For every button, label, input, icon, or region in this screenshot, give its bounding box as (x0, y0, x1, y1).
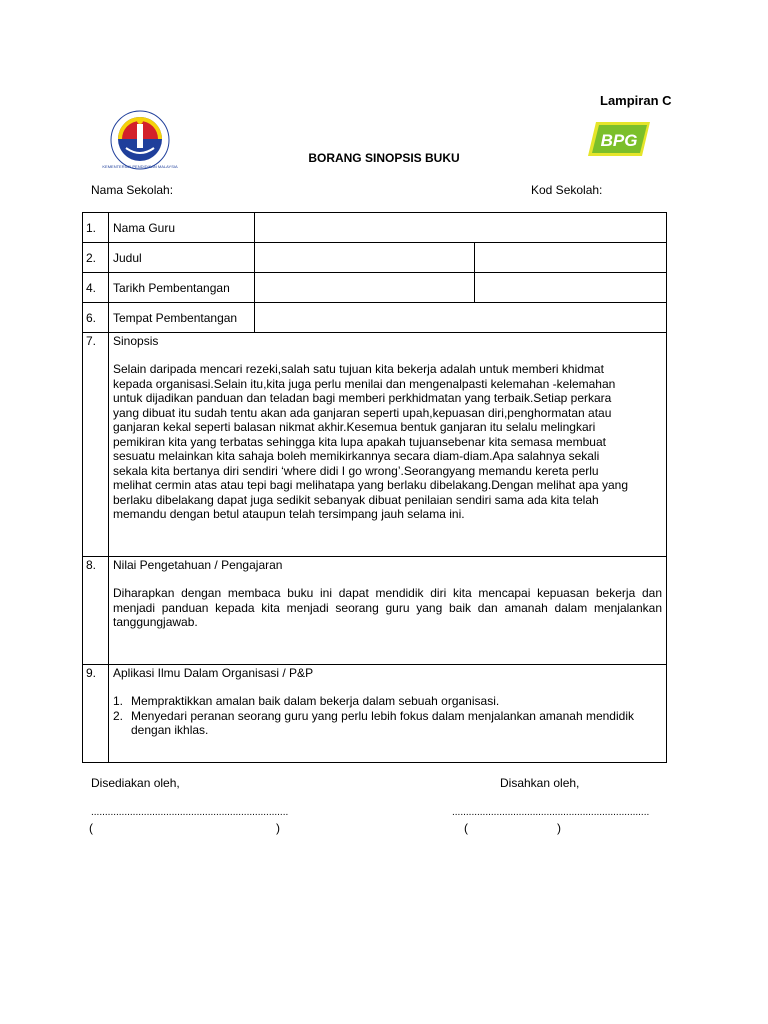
aplikasi-label: Aplikasi Ilmu Dalam Organisasi / P&P (113, 666, 314, 680)
prepared-signature-line[interactable]: ....................................................................... (91, 807, 289, 818)
nama-guru-field[interactable] (255, 213, 667, 243)
form-row-judul (83, 243, 667, 273)
ministry-logo-text: KEMENTERIAN PENDIDIKAN MALAYSIA (102, 164, 178, 169)
sinopsis-line: memandu dengan betul ataupun telah tersimpang jauh selama ini. (113, 507, 465, 521)
list-item-text: Menyedari peranan seorang guru yang perlu lebih fokus dalam menjalankan amanah mendidik dengan ikhlas. (131, 708, 634, 737)
form-row-aplikasi (83, 665, 667, 763)
prepared-by-label: Disediakan oleh, (91, 776, 180, 790)
school-code-label: Kod Sekolah: (531, 183, 603, 197)
form-row-nama-guru (83, 213, 667, 243)
verified-name-close-paren: ) (557, 821, 561, 835)
judul-extra-field[interactable] (475, 243, 667, 273)
school-name-label: Nama Sekolah: (91, 183, 174, 197)
judul-field[interactable] (255, 243, 475, 273)
sinopsis-label: Sinopsis (113, 334, 159, 348)
list-item-number: 1. (113, 694, 124, 708)
nilai-text: Diharapkan dengan membaca buku ini dapat mendidik diri kita mencapai kepuasan bekerja dan menjadi panduan kepada kita menjadi seorang guru yang baik dan amanah dalam menjalankan tanggungjawab. (113, 586, 662, 629)
form-row-nilai (83, 557, 667, 665)
row-number: 9. (83, 665, 109, 763)
row-label: Judul (109, 243, 255, 273)
row-number: 7. (83, 333, 109, 557)
sinopsis-cell (109, 333, 667, 557)
sinopsis-line: berlaku dibelakang dapat juga sedikit sebanyak dibuat penilaian sendiri sama ada kita telah (113, 492, 599, 507)
row-label: Nama Guru (109, 213, 255, 243)
prepared-name-close-paren: ) (276, 821, 280, 835)
row-label: Tarikh Pembentangan (109, 273, 255, 303)
nilai-label: Nilai Pengetahuan / Pengajaran (113, 558, 283, 572)
tarikh-extra-field[interactable] (475, 273, 667, 303)
tarikh-field[interactable] (255, 273, 475, 303)
list-item-text: Mempraktikkan amalan baik dalam bekerja dalam sebuah organisasi. (131, 694, 500, 708)
form-row-tarikh (83, 273, 667, 303)
aplikasi-list (113, 694, 662, 738)
row-number: 8. (83, 557, 109, 665)
sinopsis-line: untuk dijadikan panduan dan teladan bagi memberi perkhidmatan yang terbaik.Setiap perkara (113, 391, 612, 405)
list-item (113, 694, 662, 709)
sinopsis-line: yang dibuat itu sudah tentu akan ada ganjaran seperti upah,kepuasan diri,penghormatan atau (113, 405, 612, 420)
sinopsis-line: ganjaran kekal seperti balasan nikmat akhir.Kesemua bentuk ganjaran itu selalu melingkari (113, 420, 596, 434)
prepared-name-open-paren: ( (89, 821, 93, 835)
verified-signature-line[interactable]: ....................................................................... (452, 807, 650, 818)
sinopsis-line: melihat cermin atas atau tepi bagi melihatapa yang berlaku dibelakang.Dengan melihat apa yang (113, 478, 628, 492)
form-row-sinopsis (83, 333, 667, 557)
list-item (113, 709, 662, 738)
sinopsis-line: Selain daripada mencari rezeki,salah satu tujuan kita bekerja adalah untuk memberi khidmat (113, 362, 604, 376)
sinopsis-line: pemikiran kita yang terbatas sehingga kita lupa apakah tujuansebenar kita semasa membuat (113, 434, 606, 449)
page-title: BORANG SINOPSIS BUKU (308, 151, 460, 165)
aplikasi-cell (109, 665, 667, 763)
verified-name-open-paren: ( (464, 821, 468, 835)
list-item-number: 2. (113, 708, 124, 723)
bpg-logo-text: BPG (600, 131, 638, 150)
row-number: 4. (83, 273, 109, 303)
sinopsis-text (113, 362, 662, 522)
verified-by-label: Disahkan oleh, (500, 776, 580, 790)
tempat-field[interactable] (255, 303, 667, 333)
row-label: Tempat Pembentangan (109, 303, 255, 333)
sinopsis-line: sesuatu melainkan kita sahaja boleh memikirkannya secara diam-diam.Apa salahnya sekali (113, 449, 600, 463)
sinopsis-line: sekala kita bertanya diri sendiri ‘where didi I go wrong’.Seorangyang memandu kereta perlu (113, 463, 599, 478)
row-number: 1. (83, 213, 109, 243)
form-row-tempat (83, 303, 667, 333)
lampiran-label: Lampiran C (600, 93, 672, 108)
row-number: 6. (83, 303, 109, 333)
row-number: 2. (83, 243, 109, 273)
nilai-cell (109, 557, 667, 665)
synopsis-form-table (82, 212, 667, 763)
sinopsis-line: kepada organisasi.Selain itu,kita juga perlu menilai dan mengenalpasti kelemahan -kelemahan (113, 376, 616, 391)
